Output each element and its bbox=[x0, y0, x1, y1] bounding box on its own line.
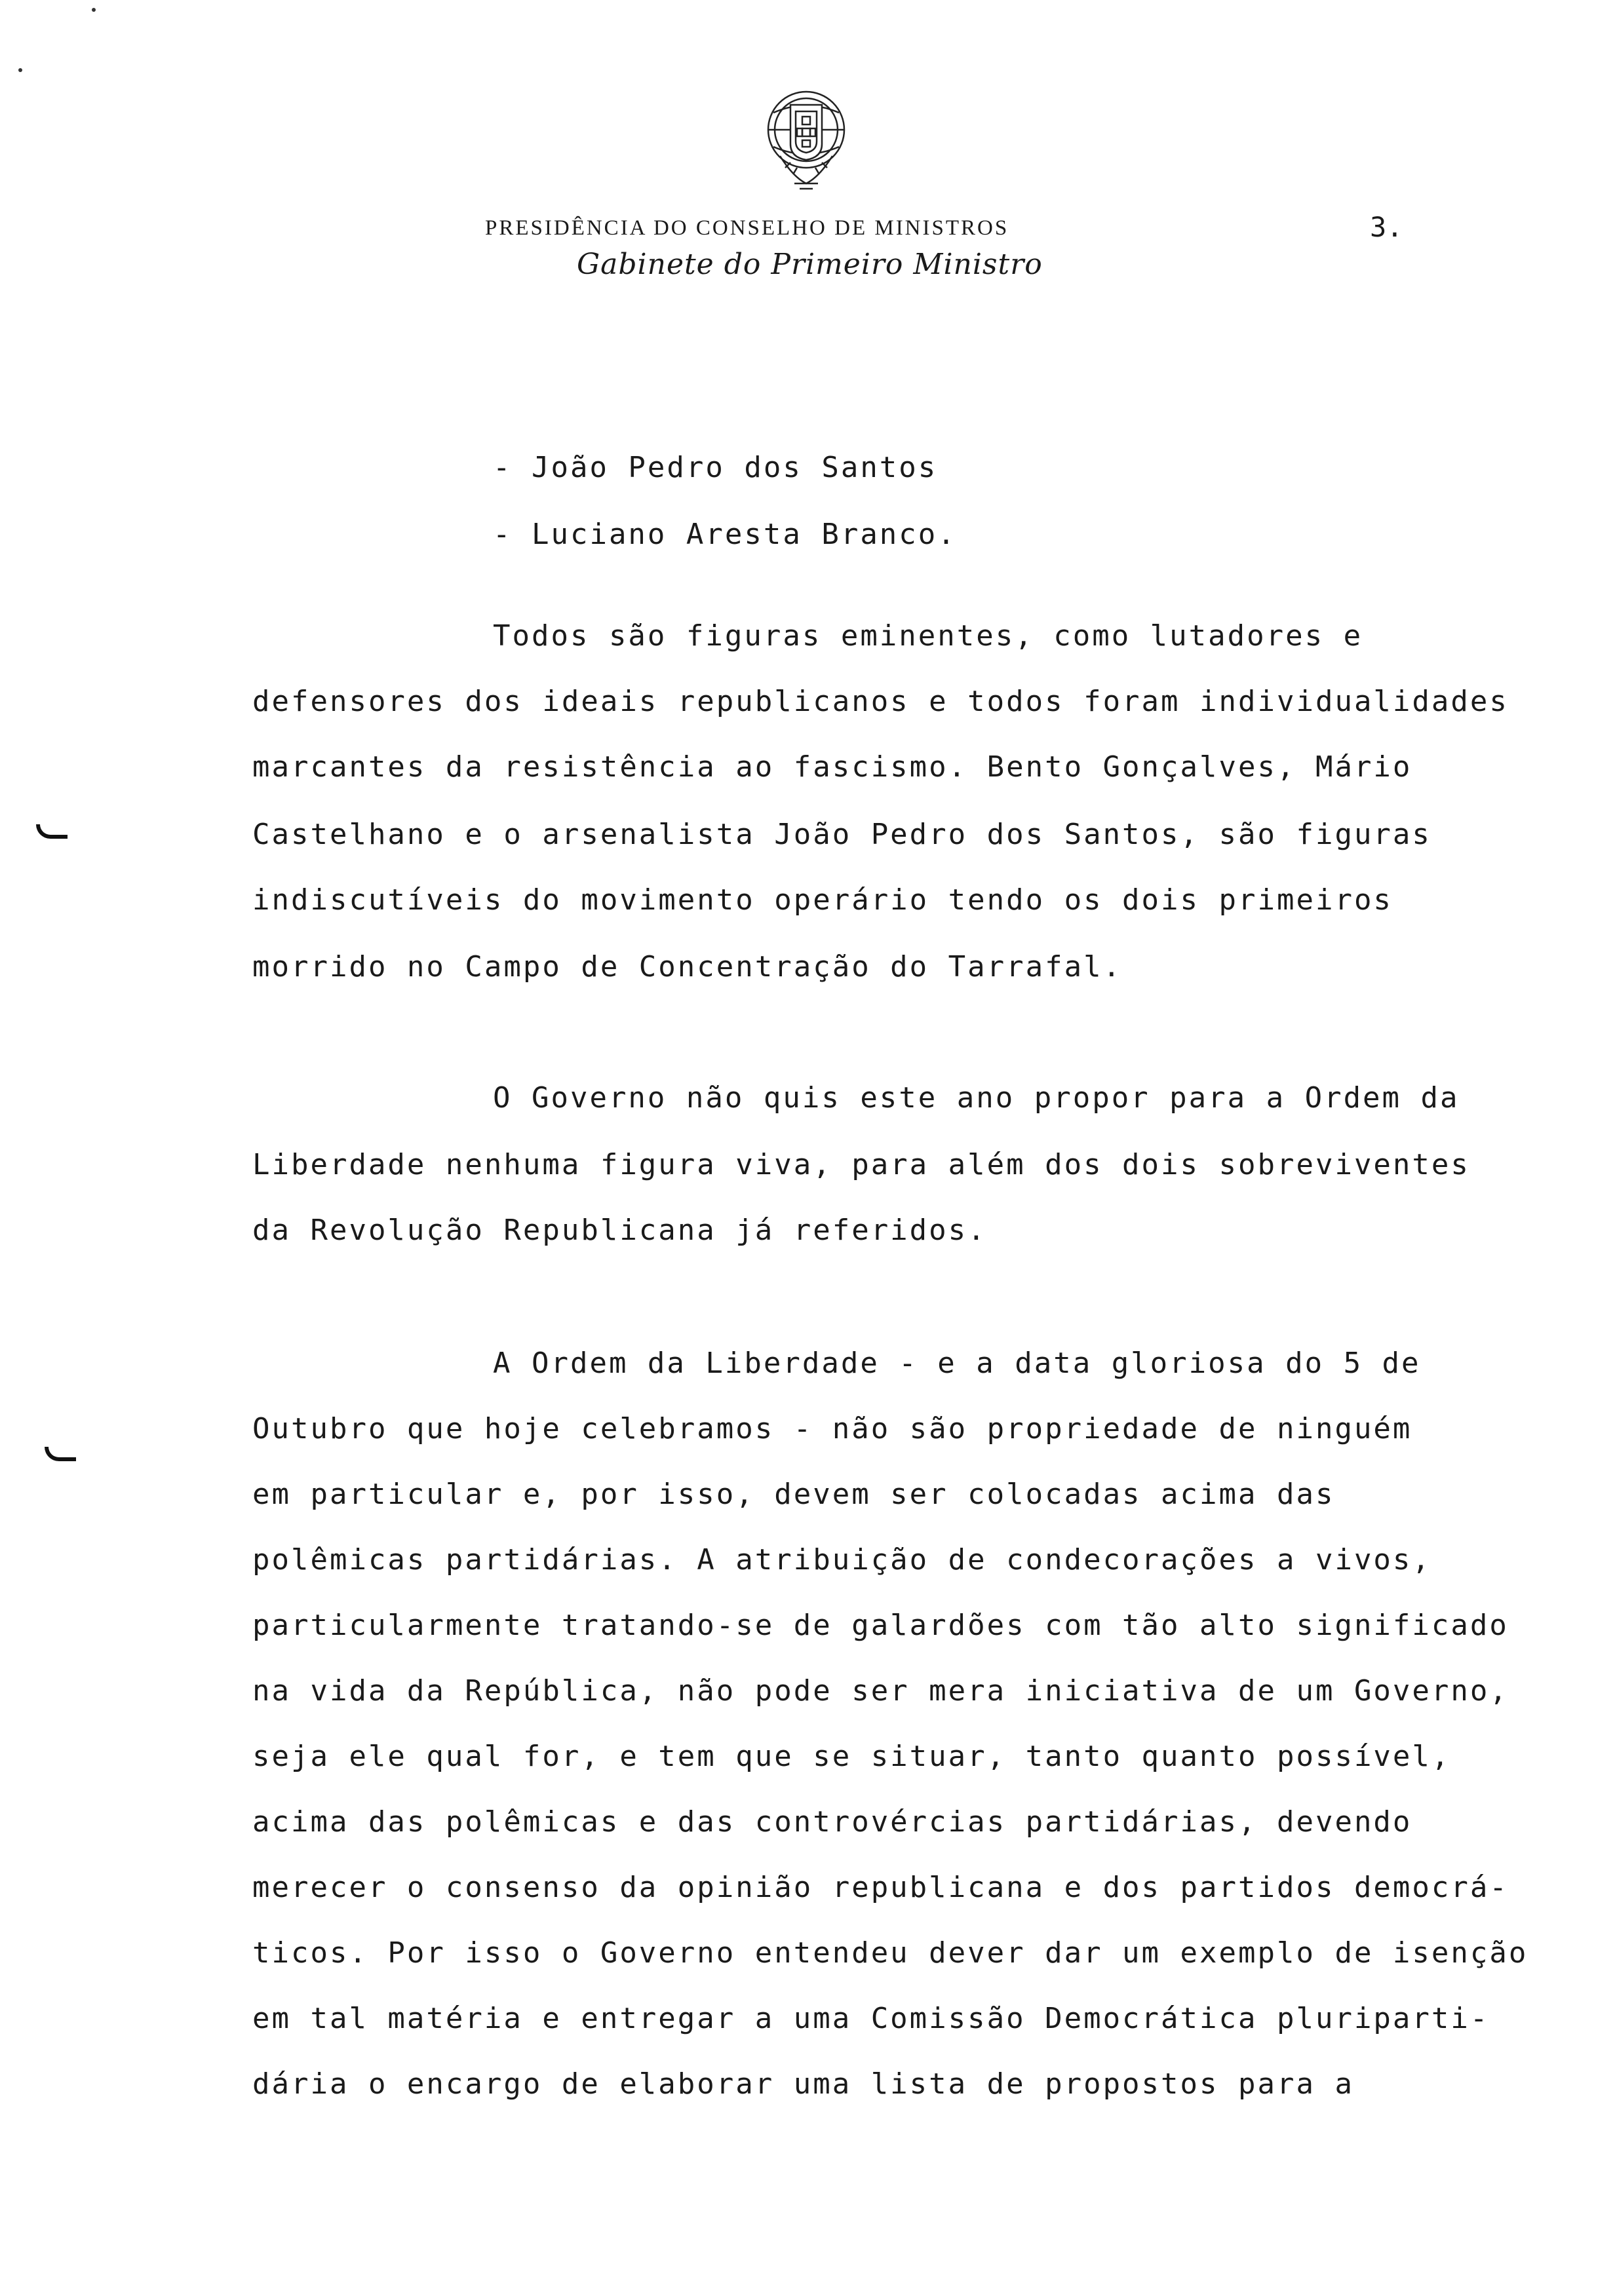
paragraph-line: Todos são figuras eminentes, como lutadores e bbox=[493, 619, 1363, 653]
paragraph-line: seja ele qual for, e tem que se situar, tanto quanto possível, bbox=[252, 1740, 1451, 1773]
paragraph-line: Outubro que hoje celebramos - não são propriedade de ninguém bbox=[252, 1412, 1412, 1445]
paragraph-line: indiscutíveis do movimento operário tendo os dois primeiros bbox=[252, 883, 1393, 917]
paragraph-line: polêmicas partidárias. A atribuição de condecorações a vivos, bbox=[252, 1543, 1431, 1577]
list-item: - Luciano Aresta Branco. bbox=[493, 518, 957, 551]
paragraph-line: merecer o consenso da opinião republicana e dos partidos democrá- bbox=[252, 1871, 1509, 1904]
paragraph-line: acima das polêmicas e das controvércias partidárias, devendo bbox=[252, 1805, 1412, 1839]
page-number: 3. bbox=[1370, 211, 1403, 243]
paragraph-line: em particular e, por isso, devem ser colocadas acima das bbox=[252, 1478, 1335, 1511]
letterhead-subtitle: Gabinete do Primeiro Ministro bbox=[577, 248, 1043, 281]
paragraph-line: marcantes da resistência ao fascismo. Bento Gonçalves, Mário bbox=[252, 750, 1412, 784]
scan-speck bbox=[92, 8, 96, 12]
paragraph-line: na vida da República, não pode ser mera iniciativa de um Governo, bbox=[252, 1674, 1509, 1708]
paragraph-line: morrido no Campo de Concentração do Tarrafal. bbox=[252, 950, 1123, 984]
paragraph-line: ticos. Por isso o Governo entendeu dever dar um exemplo de isenção bbox=[252, 1936, 1528, 1970]
paragraph-line: Liberdade nenhuma figura viva, para além dos dois sobreviventes bbox=[252, 1148, 1470, 1181]
punch-hole-mark bbox=[45, 1447, 76, 1461]
paragraph-line: defensores dos ideais republicanos e todos foram individualidades bbox=[252, 685, 1509, 718]
paragraph-line: Castelhano e o arsenalista João Pedro dos Santos, são figuras bbox=[252, 818, 1431, 851]
paragraph-line: dária o encargo de elaborar uma lista de propostos para a bbox=[252, 2067, 1354, 2101]
punch-hole-mark bbox=[36, 824, 68, 839]
paragraph-line: A Ordem da Liberdade - e a data gloriosa do 5 de bbox=[493, 1347, 1421, 1380]
paragraph-line: O Governo não quis este ano propor para a Ordem da bbox=[493, 1081, 1460, 1115]
letterhead-title: PRESIDÊNCIA DO CONSELHO DE MINISTROS bbox=[485, 216, 1009, 240]
list-item: - João Pedro dos Santos bbox=[493, 451, 938, 484]
coat-of-arms-emblem bbox=[754, 79, 859, 197]
paragraph-line: da Revolução Republicana já referidos. bbox=[252, 1214, 987, 1247]
paragraph-line: particularmente tratando-se de galardões com tão alto significado bbox=[252, 1609, 1509, 1642]
scan-speck bbox=[18, 68, 22, 72]
paragraph-line: em tal matéria e entregar a uma Comissão Democrática pluriparti- bbox=[252, 2002, 1490, 2035]
